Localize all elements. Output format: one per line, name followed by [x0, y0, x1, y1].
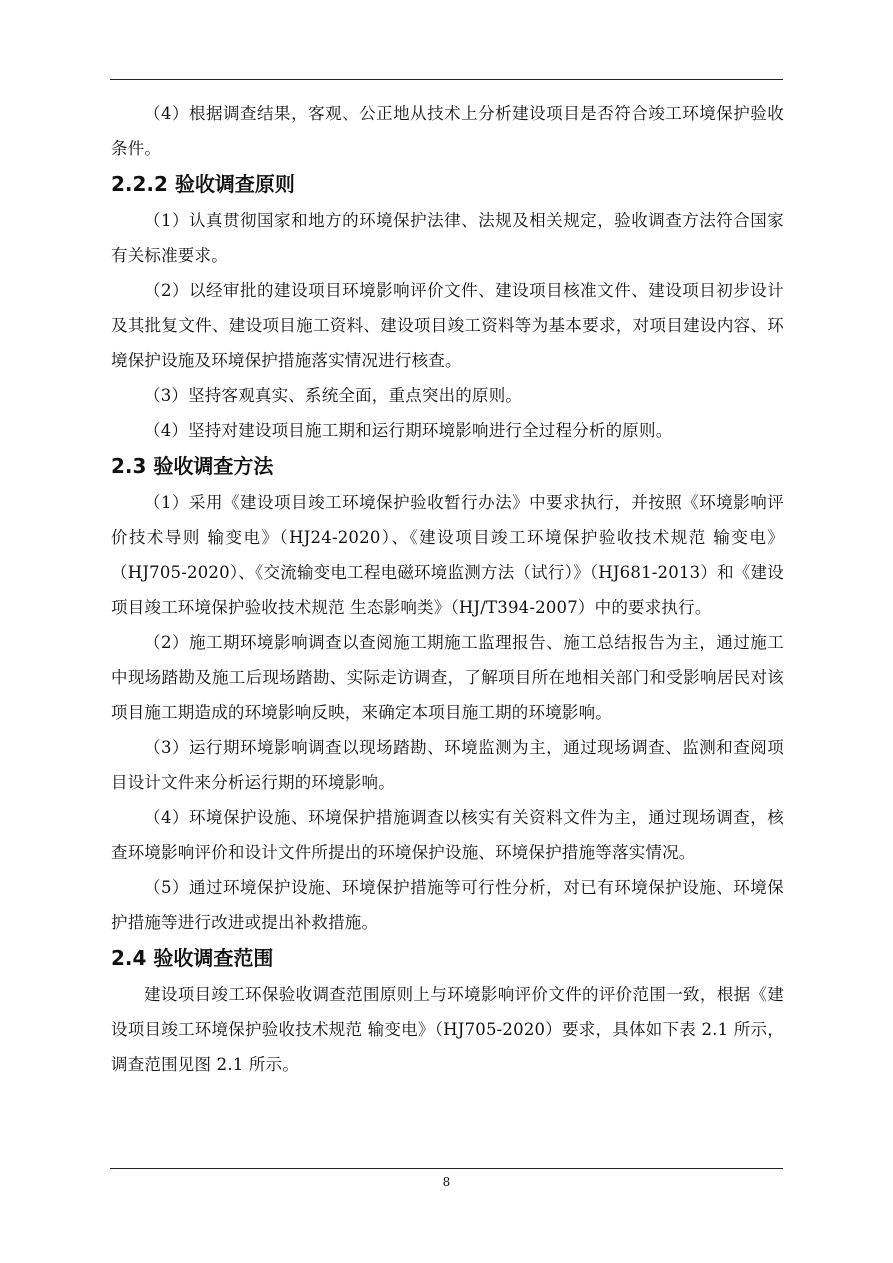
header-rule [110, 79, 783, 80]
paragraph: （1）认真贯彻国家和地方的环境保护法律、法规及相关规定，验收调查方法符合国家有关标准要求。 [111, 211, 784, 265]
paragraph: （1）采用《建设项目竣工环境保护验收暂行办法》中要求执行，并按照《环境影响评价技术导则 输变电》（HJ24-2020）、《建设项目竣工环境保护验收技术规范 输变电》（HJ705-2020）、《交流输变电工程电磁环境监测方法（试行）》（HJ681-2013）和《建设项目竣工环境保护验收技术规范 生态影响类》（HJ/T394-2007）中的要求执行。 [111, 493, 784, 617]
paragraph: （4）坚持对建设项目施工期和运行期环境影响进行全过程分析的原则。 [144, 421, 673, 440]
paragraph: （2）以经审批的建设项目环境影响评价文件、建设项目核准文件、建设项目初步设计及其批复文件、建设项目施工资料、建设项目竣工资料等为基本要求，对项目建设内容、环境保护设施及环境保护措施落实情况进行核查。 [111, 281, 784, 370]
section-heading-2-2-2: 2.2.2 验收调查原则 [111, 172, 295, 196]
paragraph: （2）施工期环境影响调查以查阅施工期施工监理报告、施工总结报告为主，通过施工中现场踏勘及施工后现场踏勘、实际走访调查，了解项目所在地相关部门和受影响居民对该项目施工期造成的环境影响反映，来确定本项目施工期的环境影响。 [111, 633, 784, 722]
section-heading-2-4: 2.4 验收调查范围 [111, 946, 274, 970]
paragraph: （4）根据调查结果，客观、公正地从技术上分析建设项目是否符合竣工环境保护验收条件。 [111, 104, 784, 158]
document-body [111, 96, 784, 1082]
paragraph: 建设项目竣工环保验收调查范围原则上与环境影响评价文件的评价范围一致，根据《建设项目竣工环境保护验收技术规范 输变电》（HJ705-2020）要求，具体如下表 2.1 所示，调查范围见图 2.1 所示。 [111, 985, 784, 1074]
paragraph: （5）通过环境保护设施、环境保护措施等可行性分析，对已有环境保护设施、环境保护措施等进行改进或提出补救措施。 [111, 878, 784, 932]
section-heading-2-3: 2.3 验收调查方法 [111, 454, 274, 478]
paragraph: （3）运行期环境影响调查以现场踏勘、环境监测为主，通过现场调查、监测和查阅项目设计文件来分析运行期的环境影响。 [111, 738, 784, 792]
paragraph: （3）坚持客观真实、系统全面，重点突出的原则。 [144, 386, 523, 405]
paragraph: （4）环境保护设施、环境保护措施调查以核实有关资料文件为主，通过现场调查，核查环境影响评价和设计文件所提出的环境保护设施、环境保护措施等落实情况。 [111, 808, 784, 862]
footer-rule [110, 1168, 783, 1169]
page-number: 8 [442, 1175, 451, 1189]
